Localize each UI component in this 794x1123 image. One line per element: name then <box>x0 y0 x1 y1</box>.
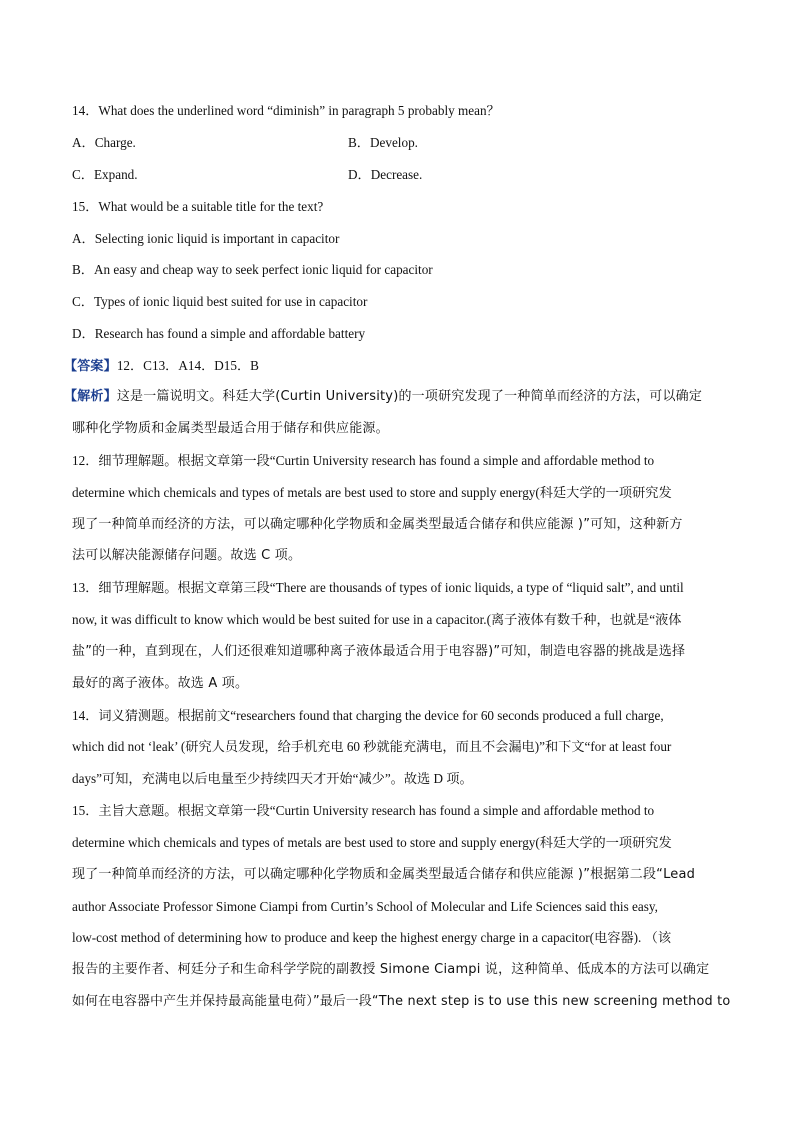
analysis-line-4: determine which chemicals and types of metals are best used to store and supply energy(科廷大学的一项研究发 <box>72 485 672 500</box>
q15-option-a: A．Selecting ionic liquid is important in capacitor <box>72 231 340 246</box>
answer-line <box>64 357 259 376</box>
q14-option-c: C．Expand. <box>72 167 138 182</box>
analysis-line-6: 法可以解决能源储存问题。故选 C 项。 <box>72 548 302 563</box>
analysis-line-10: 最好的离子液体。故选 A 项。 <box>72 676 249 691</box>
analysis-line-7: 13．细节理解题。根据文章第三段“There are thousands of types of ionic liquids, a type of “liquid salt”, and until <box>72 580 684 595</box>
answer-text: 12．C13．A14．D15．B <box>116 358 259 373</box>
question-14-stem: 14．What does the underlined word “diminish” in paragraph 5 probably mean？ <box>72 103 500 118</box>
question-15-stem: 15．What would be a suitable title for the text? <box>72 199 324 214</box>
analysis-line-2: 哪种化学物质和金属类型最适合用于储存和供应能源。 <box>72 421 389 436</box>
analysis-line-1 <box>64 388 702 406</box>
q15-option-b: B．An easy and cheap way to seek perfect ionic liquid for capacitor <box>72 262 433 277</box>
q14-option-a: A．Charge. <box>72 135 136 150</box>
analysis-tag: 【解析】 <box>64 389 117 404</box>
analysis-line-9: 盐”的一种，直到现在，人们还很难知道哪种离子液体最适合用于电容器)”可知，制造电容器的挑战是选择 <box>72 644 686 659</box>
analysis-line-17: author Associate Professor Simone Ciampi from Curtin’s School of Molecular and Life Sciences said this easy, <box>72 899 658 914</box>
q14-option-d: D．Decrease. <box>348 167 423 182</box>
analysis-line-18: low-cost method of determining how to produce and keep the highest energy charge in a capacitor(电容器). （该 <box>72 930 672 945</box>
analysis-line-16: 现了一种简单而经济的方法，可以确定哪种化学物质和金属类型最适合储存和供应能源 )”根据第二段“Lead <box>72 867 696 882</box>
analysis-line-13: days”可知，充满电以后电量至少持续四天才开始“减少”。故选 D 项。 <box>72 771 473 786</box>
answer-tag: 【答案】 <box>64 359 117 374</box>
analysis-text-1: 这是一篇说明文。科廷大学(Curtin University)的一项研究发现了一种简单而经济的方法，可以确定 <box>116 389 703 404</box>
q15-option-c: C．Types of ionic liquid best suited for use in capacitor <box>72 294 368 309</box>
analysis-line-20: 如何在电容器中产生并保持最高能量电荷）”最后一段“The next step is to use this new screening method to <box>72 994 731 1009</box>
analysis-line-5: 现了一种简单而经济的方法，可以确定哪种化学物质和金属类型最适合储存和供应能源 )”可知，这种新方 <box>72 517 683 532</box>
analysis-line-19: 报告的主要作者、柯廷分子和生命科学学院的副教授 Simone Ciampi 说，这种简单、低成本的方法可以确定 <box>72 962 710 977</box>
q15-option-d: D．Research has found a simple and affordable battery <box>72 326 366 341</box>
analysis-line-11: 14．词义猜测题。根据前文“researchers found that charging the device for 60 seconds produced a full charge, <box>72 708 664 723</box>
analysis-line-12: which did not ‘leak’ (研究人员发现，给手机充电 60 秒就能充满电，而且不会漏电)”和下文“for at least four <box>72 739 672 754</box>
analysis-line-14: 15．主旨大意题。根据文章第一段“Curtin University research has found a simple and affordable method to <box>72 803 655 818</box>
analysis-line-15: determine which chemicals and types of metals are best used to store and supply energy(科廷大学的一项研究发 <box>72 835 672 850</box>
analysis-line-8: now, it was difficult to know which would be best suited for use in a capacitor.(离子液体有数千种，也就是“液体 <box>72 612 682 627</box>
q14-option-b: B．Develop. <box>348 135 418 150</box>
analysis-line-3: 12．细节理解题。根据文章第一段“Curtin University research has found a simple and affordable method to <box>72 453 655 468</box>
